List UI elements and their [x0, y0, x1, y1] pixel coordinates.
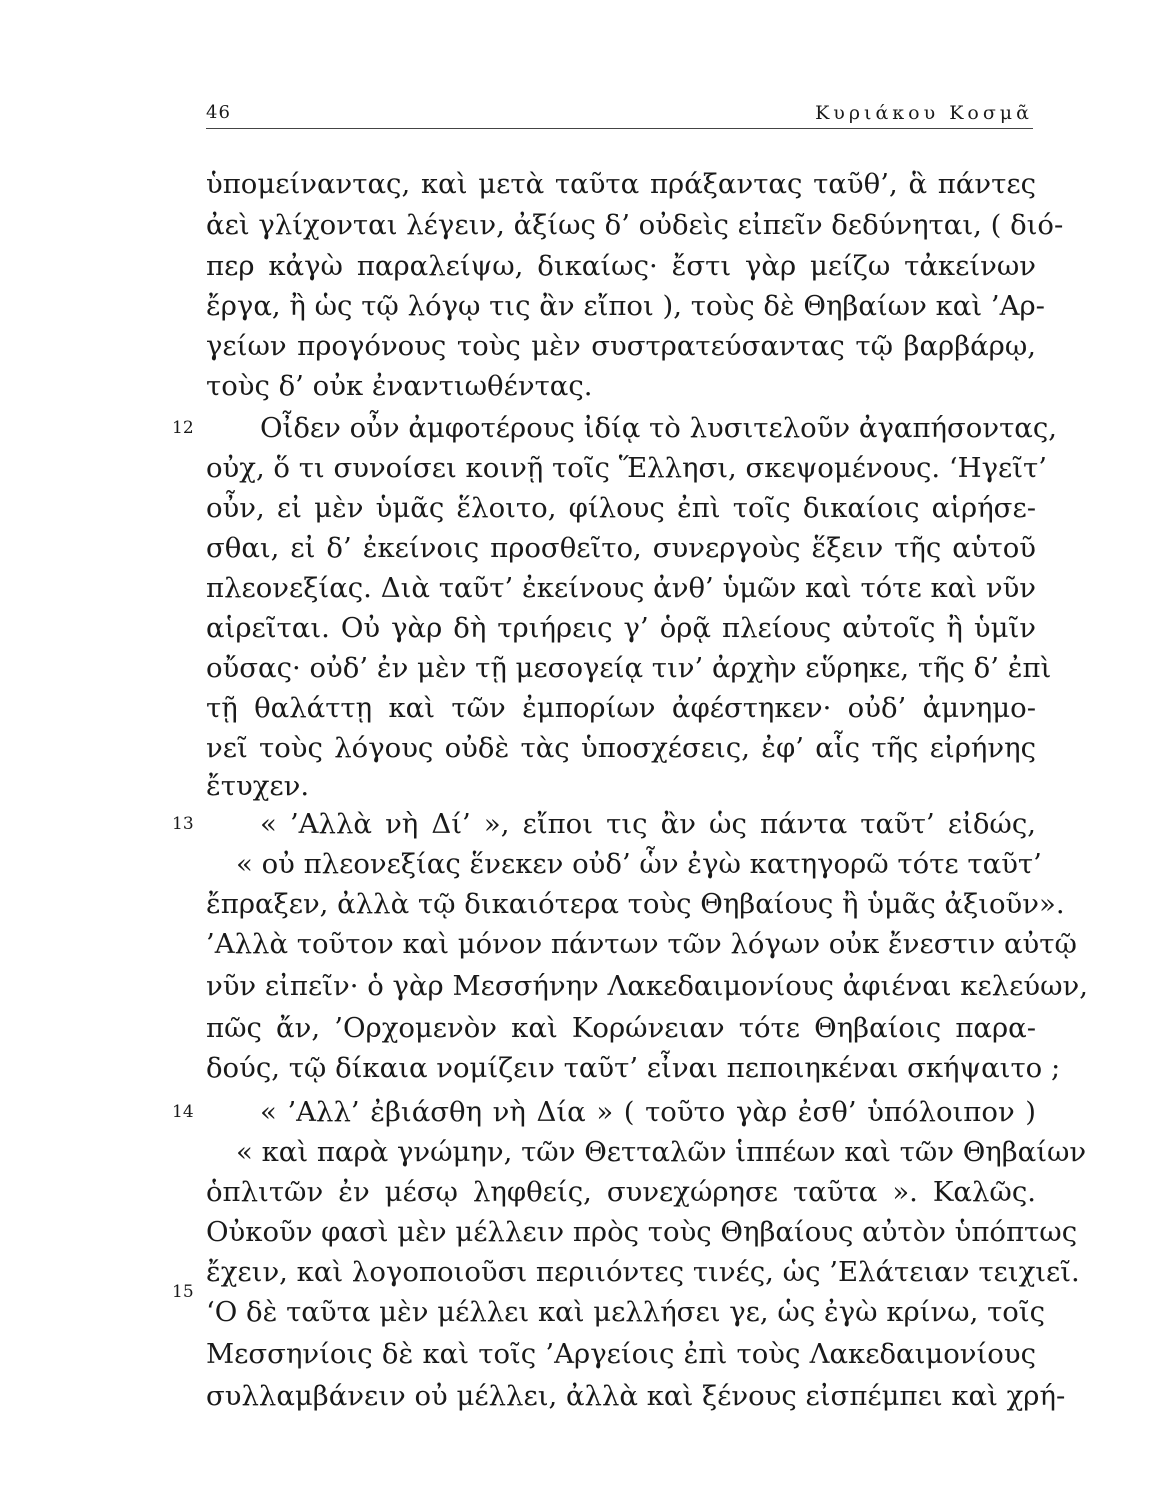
text-line: Οἶδεν οὖν ἀμφοτέρους ἰδίᾳ τὸ λυσιτελοῦν ἀγαπήσοντας,: [260, 412, 1057, 444]
text-line: ἔπραξεν, ἀλλὰ τῷ δικαιότερα τοὺς Θηβαίους ἢ ὑμᾶς ἀξιοῦν».: [206, 888, 1065, 920]
text-line: αἱρεῖται. Οὐ γὰρ δὴ τριήρεις γ’ ὁρᾷ πλείους αὐτοῖς ἢ ὑμῖν: [206, 612, 1036, 644]
page-header: [206, 102, 1033, 129]
text-line: ἀεὶ γλίχονται λέγειν, ἀξίως δ’ οὐδεὶς εἰπεῖν δεδύνηται, ( διό-: [206, 209, 1064, 241]
text-line: πῶς ἄν, ’Ορχομενὸν καὶ Κορώνειαν τότε Θηβαίοις παρα-: [206, 1012, 1036, 1044]
text-line: « ’Αλλ’ ἐβιάσθη νὴ Δία » ( τοῦτο γὰρ ἐσθ’ ὑπόλοιπον ): [260, 1096, 1036, 1128]
text-line: ἔτυχεν.: [206, 770, 310, 802]
section-marker-15: 15: [172, 1282, 194, 1302]
text-line: ἔχειν, καὶ λογοποιοῦσι περιιόντες τινές, ὡς ’Ελάτειαν τειχιεῖ.: [206, 1256, 1080, 1288]
page-number: 46: [206, 102, 231, 123]
running-head: Κυριάκου Κοσμᾶ: [815, 102, 1033, 124]
text-line: δούς, τῷ δίκαια νομίζειν ταῦτ’ εἶναι πεποιηκέναι σκήψαιτο ;: [206, 1052, 1061, 1084]
text-line: οὖν, εἰ μὲν ὑμᾶς ἕλοιτο, φίλους ἐπὶ τοῖς δικαίοις αἱρήσε-: [206, 492, 1036, 524]
text-line: « καὶ παρὰ γνώμην, τῶν Θετταλῶν ἱππέων καὶ τῶν Θηβαίων: [236, 1136, 1087, 1168]
text-line: γείων προγόνους τοὺς μὲν συστρατεύσαντας τῷ βαρβάρῳ,: [206, 330, 1036, 362]
text-line: οὐχ, ὅ τι συνοίσει κοινῇ τοῖς Ἕλλησι, σκεψομένους. ‘Ηγεῖτ’: [206, 452, 1047, 484]
text-line: περ κἀγὼ παραλείψω, δικαίως· ἔστι γὰρ μείζω τἀκείνων: [206, 250, 1036, 282]
text-line: ὁπλιτῶν ἐν μέσῳ ληφθείς, συνεχώρησε ταῦτα ». Καλῶς.: [206, 1176, 1036, 1208]
text-line: πλεονεξίας. Διὰ ταῦτ’ ἐκείνους ἀνθ’ ὑμῶν καὶ τότε καὶ νῦν: [206, 572, 1036, 604]
text-line: τῇ θαλάττῃ καὶ τῶν ἐμπορίων ἀφέστηκεν· οὐδ’ ἀμνημο-: [206, 692, 1036, 724]
text-line: σθαι, εἰ δ’ ἐκείνοις προσθεῖτο, συνεργοὺς ἕξειν τῆς αὑτοῦ: [206, 532, 1036, 564]
text-line: « ’Αλλὰ νὴ Δί’ », εἴποι τις ἂν ὡς πάντα ταῦτ’ εἰδώς,: [260, 808, 1036, 840]
section-marker-14: 14: [172, 1102, 194, 1122]
text-line: Οὐκοῦν φασὶ μὲν μέλλειν πρὸς τοὺς Θηβαίους αὐτὸν ὑπόπτως: [206, 1216, 1078, 1248]
text-line: ‘Ο δὲ ταῦτα μὲν μέλλει καὶ μελλήσει γε, ὡς ἐγὼ κρίνω, τοῖς: [206, 1296, 1046, 1328]
text-line: ἔργα, ἢ ὡς τῷ λόγῳ τις ἂν εἴποι ), τοὺς δὲ Θηβαίων καὶ ’Αρ-: [206, 290, 1045, 322]
text-line: νῦν εἰπεῖν· ὁ γὰρ Μεσσήνην Λακεδαιμονίους ἀφιέναι κελεύων,: [206, 970, 1089, 1002]
text-line: Μεσσηνίοις δὲ καὶ τοῖς ’Αργείοις ἐπὶ τοὺς Λακεδαιμονίους: [206, 1338, 1036, 1370]
text-line: ’Αλλὰ τοῦτον καὶ μόνον πάντων τῶν λόγων οὐκ ἔνεστιν αὐτῷ: [206, 928, 1077, 960]
text-line: τοὺς δ’ οὐκ ἐναντιωθέντας.: [206, 370, 593, 402]
text-line: « οὐ πλεονεξίας ἕνεκεν οὐδ’ ὧν ἐγὼ κατηγορῶ τότε ταῦτ’: [236, 848, 1042, 880]
text-line: συλλαμβάνειν οὐ μέλλει, ἀλλὰ καὶ ξένους εἰσπέμπει καὶ χρή-: [206, 1380, 1066, 1412]
section-marker-13: 13: [172, 814, 194, 834]
text-line: οὔσας· οὐδ’ ἐν μὲν τῇ μεσογείᾳ τιν’ ἀρχὴν εὕρηκε, τῆς δ’ ἐπὶ: [206, 652, 1052, 684]
section-marker-12: 12: [172, 418, 194, 438]
text-line: νεῖ τοὺς λόγους οὐδὲ τὰς ὑποσχέσεις, ἐφ’ αἷς τῆς εἰρήνης: [206, 732, 1036, 764]
text-line: ὑπομείναντας, καὶ μετὰ ταῦτα πράξαντας ταῦθ’, ἃ πάντες: [206, 168, 1036, 200]
